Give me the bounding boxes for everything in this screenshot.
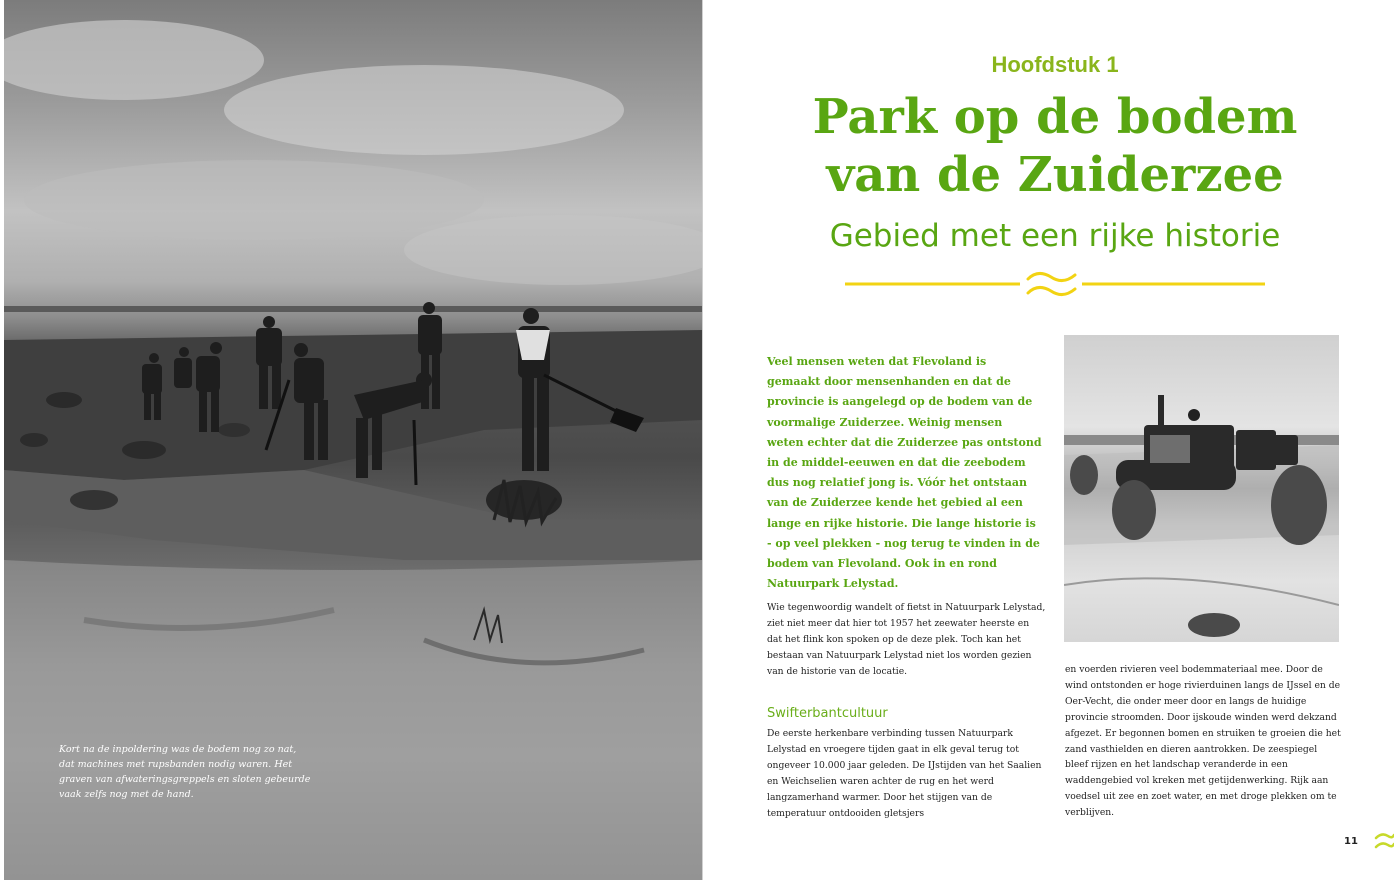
left-page-photo — [4, 0, 702, 880]
chapter-title-line-2: van de Zuiderzee — [826, 147, 1284, 203]
page-number: 11 — [1344, 836, 1358, 847]
wave-icon — [1374, 830, 1394, 858]
chapter-subtitle: Gebied met een rijke historie — [829, 218, 1281, 254]
intro-paragraph: Veel mensen weten dat Flevoland is gemaakt door mensenhanden en dat de provincie is aangelegd op de bodem van de voormalige Zuiderzee. Weinig mensen weten echter dat die Zuiderzee pas ontstond in de middel-eeuwen en dat die zeebodem dus nog relatief jong is. Vóór het ontstaan van de Zuiderzee kende het gebied al een lange en rijke historie. Die lange historie is - op veel plekken - nog terug te vinden in de bodem van Flevoland. Ook in en rond Natuurpark Lelystad. — [767, 355, 1042, 591]
title-divider — [845, 266, 1265, 306]
body-paragraph-2: De eerste herkenbare verbinding tussen Natuurpark Lelystad en vroegere tijden gaat in elk geval terug tot ongeveer 10.000 jaar geleden. De IJstijden van het Saalien en Weichselien waren achter de rug en het werd langzamerhand warmer. Door het stijgen van de temperatuur ontdooiden gletsjers — [767, 728, 1042, 819]
body-paragraph-3: en voerden rivieren veel bodemmateriaal mee. Door de wind ontstonden er hoge rivierduinen langs de IJssel en de Oer-Vecht, die onder meer door en langs de huidige provincie stroomden. Door ijskoude winden werd dekzand afgezet. Er begonnen bomen en struiken te groeien die het zand vasthielden en dieren aantrokken. De zeespiegel bleef rijzen en het landschap veranderde in een waddengebied vol kreken met getijdenwerking. Rijk aan voedsel uit zee en zoet water, en met droge plekken om te verblijven. — [1065, 664, 1341, 819]
page-gutter — [702, 0, 703, 880]
tractor-photo — [1064, 335, 1339, 642]
chapter-label: Hoofdstuk 1 — [991, 52, 1119, 77]
body-paragraph-1: Wie tegenwoordig wandelt of fietst in Natuurpark Lelystad, ziet niet meer dat hier tot 1957 het zeewater heerste en dat het flink kon spoken op de deze plek. Toch kan het bestaan van Natuurpark Lelystad niet los worden gezien van de historie van de locatie. — [767, 602, 1046, 677]
section-heading: Swifterbantcultuur — [767, 706, 888, 721]
chapter-title-line-1: Park op de bodem — [812, 89, 1298, 145]
photo-caption: Kort na de inpoldering was de bodem nog zo nat, dat machines met rupsbanden nodig waren. Het graven van afwateringsgreppels en sloten gebeurde vaak zelfs nog met de hand. — [59, 744, 311, 800]
tractors-illustration — [1064, 335, 1339, 642]
chapter-title — [760, 88, 1350, 204]
wave-icon — [1028, 273, 1075, 294]
